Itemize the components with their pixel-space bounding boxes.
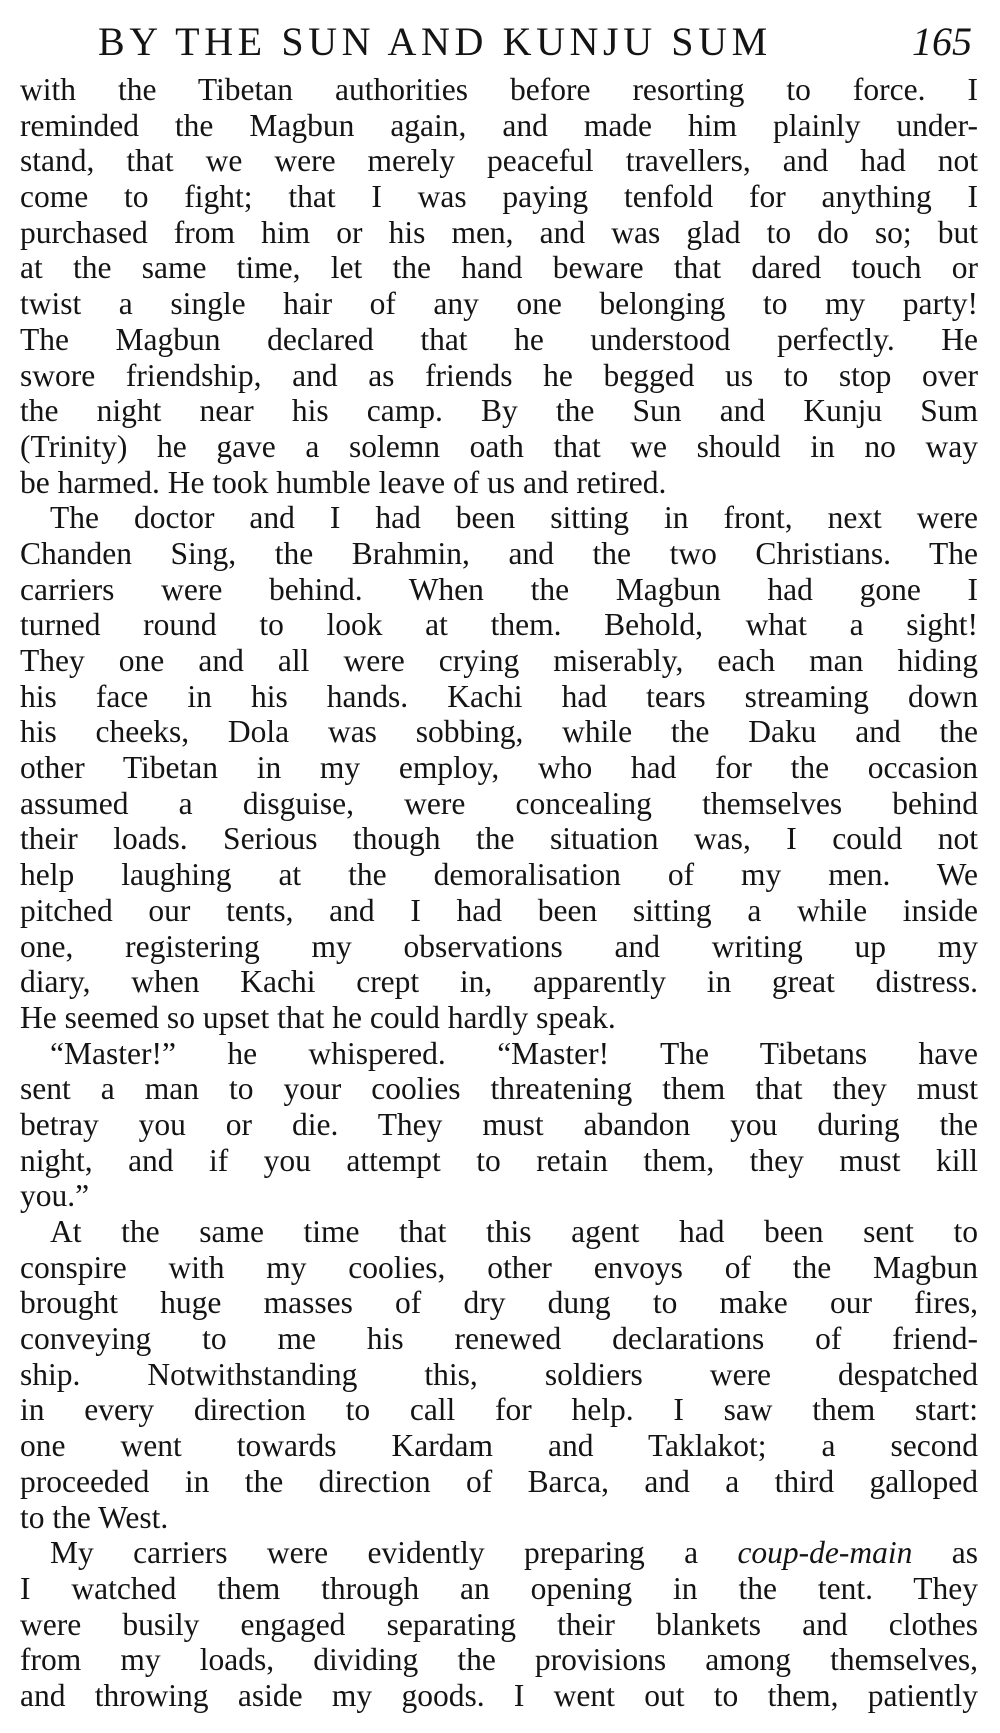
text-line: their loads. Serious though the situation was, I could not: [20, 821, 978, 857]
text-line: twist a single hair of any one belonging to my party!: [20, 286, 978, 322]
text-line: come to fight; that I was paying tenfold for anything I: [20, 179, 978, 215]
body-text: [20, 72, 978, 1714]
text-line: Chanden Sing, the Brahmin, and the two Christians. The: [20, 535, 978, 571]
text-line: At the same time that this agent had been sent to: [50, 1214, 978, 1249]
text-line: help laughing at the demoralisation of my men. We: [20, 857, 978, 893]
text-line: the night near his camp. By the Sun and Kunju Sum: [20, 393, 978, 429]
text-line: The Magbun declared that he understood perfectly. He: [20, 321, 978, 357]
text-line: swore friendship, and as friends he begged us to stop over: [20, 357, 978, 393]
text-line: one went towards Kardam and Taklakot; a second: [20, 1428, 978, 1464]
paragraph-5: [20, 1535, 978, 1713]
text-line: in every direction to call for help. I saw them start:: [20, 1392, 978, 1428]
paragraph-4: [20, 1214, 978, 1535]
running-title: BY THE SUN AND KUNJU SUM: [98, 19, 772, 64]
paragraph-1: [20, 72, 978, 500]
text-line: ship. Notwithstanding this, soldiers were despatched: [20, 1356, 978, 1392]
text-line: assumed a disguise, were concealing themselves behind: [20, 785, 978, 821]
text-line: at the same time, let the hand beware that dared touch or: [20, 250, 978, 286]
text-line: you.”: [20, 1178, 90, 1214]
text-line: (Trinity) he gave a solemn oath that we should in no way: [20, 428, 978, 464]
text-line: his cheeks, Dola was sobbing, while the Daku and the: [20, 714, 978, 750]
text-line: reminded the Magbun again, and made him plainly under-: [20, 107, 978, 143]
text-line: be harmed. He took humble leave of us and retired.: [20, 464, 667, 500]
text-line: brought huge masses of dry dung to make our fires,: [20, 1285, 978, 1321]
running-head: [92, 12, 972, 72]
text-line: “Master!” he whispered. “Master! The Tibetans have: [50, 1035, 978, 1071]
text-line: one, registering my observations and writing up my: [20, 928, 978, 964]
paragraph-3: [20, 1036, 978, 1214]
text-line: were busily engaged separating their blankets and clothes: [20, 1606, 978, 1642]
text-line: The doctor and I had been sitting in front, next were: [50, 500, 978, 536]
text-line: betray you or die. They must abandon you during the: [20, 1106, 978, 1142]
text-line: diary, when Kachi crept in, apparently in great distress.: [20, 964, 978, 1000]
text-line: and throwing aside my goods. I went out to them, patiently: [20, 1677, 978, 1713]
text-line: his face in his hands. Kachi had tears streaming down: [20, 678, 978, 714]
text-line: stand, that we were merely peaceful travellers, and had not: [20, 143, 978, 179]
text-line-lead: [20, 1535, 978, 1571]
text-line: from my loads, dividing the provisions among themselves,: [20, 1642, 978, 1678]
text-line: They one and all were crying miserably, each man hiding: [20, 643, 978, 678]
page-number: 165: [912, 19, 972, 64]
lead-text-before: My carriers were evidently preparing a: [50, 1535, 699, 1571]
text-line: conspire with my coolies, other envoys of the Magbun: [20, 1249, 978, 1285]
text-line: other Tibetan in my employ, who had for the occasion: [20, 750, 978, 786]
text-line: turned round to look at them. Behold, what a sight!: [20, 607, 978, 643]
text-line: to the West.: [20, 1499, 169, 1535]
text-line: night, and if you attempt to retain them, they must kill: [20, 1142, 978, 1178]
text-line: pitched our tents, and I had been sitting a while inside: [20, 892, 978, 928]
text-line: with the Tibetan authorities before resorting to force. I: [20, 72, 978, 107]
text-line: conveying to me his renewed declarations of friend-: [20, 1321, 978, 1357]
text-line: carriers were behind. When the Magbun had gone I: [20, 571, 978, 607]
italic-phrase: coup-de-main: [737, 1535, 913, 1571]
text-line: purchased from him or his men, and was glad to do so; but: [20, 214, 978, 250]
text-line: I watched them through an opening in the tent. They: [20, 1570, 978, 1606]
paragraph-2: [20, 500, 978, 1035]
text-line: sent a man to your coolies threatening them that they must: [20, 1071, 978, 1107]
lead-text-after: as: [951, 1535, 978, 1571]
text-line: He seemed so upset that he could hardly speak.: [20, 999, 616, 1035]
text-line: proceeded in the direction of Barca, and a third galloped: [20, 1463, 978, 1499]
